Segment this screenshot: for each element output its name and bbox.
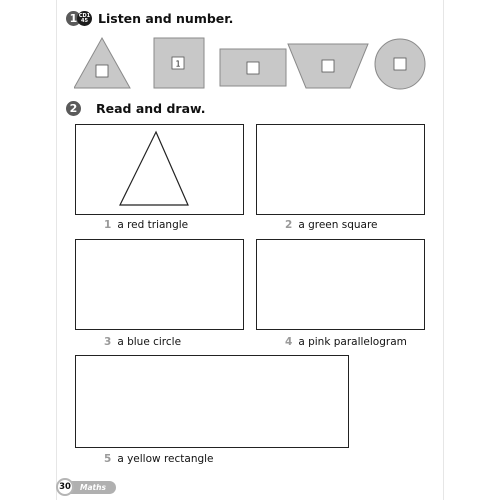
exercise-2-number: 2 (66, 101, 81, 116)
square-shape (154, 38, 204, 88)
item-text: a blue circle (117, 336, 182, 348)
item-2-caption (285, 219, 378, 231)
exercise-1-heading (66, 11, 233, 26)
cd-label: CD1 (78, 12, 91, 19)
item-1-caption (104, 219, 188, 231)
shapes-strip (74, 36, 434, 94)
drawing-area-1[interactable] (75, 124, 244, 215)
parallelogram-shape (288, 44, 368, 88)
exercise-2-heading (66, 101, 206, 116)
drawing-area-5[interactable] (75, 355, 349, 448)
item-number: 1 (104, 219, 112, 231)
triangle-shape (74, 38, 130, 88)
item-text: a pink parallelogram (298, 336, 407, 348)
item-number: 5 (104, 453, 112, 465)
item-text: a red triangle (117, 219, 189, 231)
circle-shape (375, 39, 425, 89)
answer-box[interactable] (96, 65, 108, 77)
drawing-area-2[interactable] (256, 124, 425, 215)
item-number: 2 (285, 219, 293, 231)
cd-track-icon (77, 11, 92, 26)
item-4-caption (285, 336, 407, 348)
item-text: a green square (298, 219, 378, 231)
triangle-drawing (76, 125, 243, 214)
drawing-area-3[interactable] (75, 239, 244, 330)
item-number: 3 (104, 336, 112, 348)
answer-box[interactable] (394, 58, 406, 70)
page-number: 30 (56, 478, 74, 496)
drawing-area-4[interactable] (256, 239, 425, 330)
section-label: Maths (68, 481, 116, 494)
exercise-2-title: Read and draw. (96, 101, 206, 116)
item-3-caption (104, 336, 181, 348)
answer-box[interactable] (322, 60, 334, 72)
example-answer: 1 (175, 59, 181, 69)
item-number: 4 (285, 336, 293, 348)
rectangle-shape (220, 49, 286, 86)
exercise-1-title: Listen and number. (98, 11, 234, 26)
cd-track-number: 45 (81, 17, 88, 24)
answer-box[interactable] (247, 62, 259, 74)
item-text: a yellow rectangle (117, 453, 214, 465)
item-5-caption (104, 453, 214, 465)
page-footer (56, 478, 116, 496)
exercise-1-number: 1 (66, 11, 81, 26)
